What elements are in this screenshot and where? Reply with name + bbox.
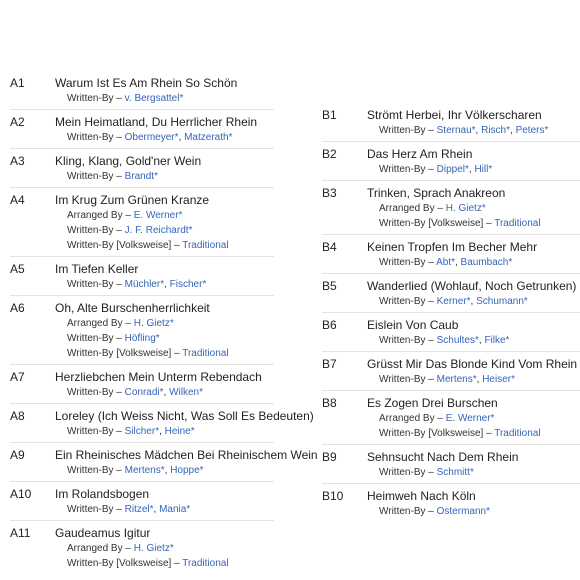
track-credit: [367, 123, 580, 138]
credit-role: Arranged By: [67, 318, 123, 329]
track-credit: [55, 316, 274, 331]
track-info: [55, 114, 274, 145]
credit-role: Written-By: [379, 467, 426, 478]
artist-link[interactable]: Mertens*: [436, 374, 477, 385]
artist-link[interactable]: J. F. Reichardt*: [124, 225, 193, 236]
track-credit: [55, 238, 274, 253]
artist-link[interactable]: Conradi*: [124, 387, 164, 398]
track-info: [55, 369, 274, 400]
track-credit: [55, 502, 274, 517]
track-credit: [55, 223, 274, 238]
track-info: [55, 153, 274, 184]
credit-role: Written-By: [67, 387, 114, 398]
artist-separator: ,: [510, 125, 516, 136]
credit-role: Written-By: [67, 132, 114, 143]
track-credit: [367, 216, 580, 231]
track-position: A2: [10, 115, 25, 129]
track-row: [322, 180, 580, 234]
credit-role: Written-By: [379, 506, 426, 517]
track-position: A6: [10, 301, 25, 315]
credit-separator: –: [425, 257, 437, 268]
track-info: [367, 356, 580, 387]
track-credit: [55, 130, 274, 145]
track-credit: [55, 556, 274, 571]
tracklist-side-a: [10, 71, 318, 574]
track-title: Oh, Alte Burschenherrlichkeit: [55, 301, 210, 315]
track-credit: [55, 91, 274, 106]
credit-separator: –: [483, 428, 495, 439]
credit-separator: –: [483, 218, 495, 229]
track-credit: [367, 201, 580, 216]
credit-role: Written-By: [379, 335, 426, 346]
track-row: [322, 351, 580, 390]
track-row: [10, 109, 274, 148]
credit-separator: –: [122, 210, 134, 221]
artist-link[interactable]: Silcher*: [124, 426, 160, 437]
track-position: A1: [10, 76, 25, 90]
track-row: [10, 148, 274, 187]
artist-link[interactable]: Schmitt*: [436, 467, 474, 478]
track-row: [10, 364, 274, 403]
track-credit: [367, 411, 580, 426]
artist-link[interactable]: Heiser*: [482, 374, 515, 385]
credit-role: Written-By [Volksweise]: [379, 428, 484, 439]
artist-separator: ,: [476, 374, 483, 385]
artist-link[interactable]: Baumbach*: [460, 257, 513, 268]
credit-role: Written-By [Volksweise]: [67, 348, 172, 359]
track-credit: [367, 294, 580, 309]
track-info: [367, 239, 580, 270]
track-info: [367, 317, 580, 348]
track-credit: [55, 541, 274, 556]
track-row: [322, 312, 580, 351]
track-row: [322, 483, 580, 522]
track-row: [10, 71, 274, 109]
credit-separator: –: [113, 387, 125, 398]
artist-link[interactable]: Hill*: [474, 164, 493, 175]
artist-link[interactable]: Hoppe*: [170, 465, 204, 476]
track-position: B8: [322, 396, 337, 410]
track-info: [367, 107, 580, 138]
track-credit: [55, 169, 274, 184]
credit-separator: –: [113, 279, 125, 290]
credit-role: Written-By: [379, 164, 426, 175]
artist-link[interactable]: Mania*: [159, 504, 191, 515]
track-credit: [367, 333, 580, 348]
credit-role: Written-By: [379, 257, 426, 268]
track-position: A7: [10, 370, 25, 384]
credit-separator: –: [113, 426, 125, 437]
track-title: Grüsst Mir Das Blonde Kind Vom Rhein: [367, 357, 578, 371]
track-info: [55, 486, 274, 517]
track-position: B4: [322, 240, 337, 254]
artist-link[interactable]: Sternau*: [436, 125, 476, 136]
credit-role: Written-By [Volksweise]: [379, 218, 484, 229]
track-title: Im Tiefen Keller: [55, 262, 139, 276]
track-row: [322, 141, 580, 180]
track-title: Das Herz Am Rhein: [367, 147, 473, 161]
artist-link[interactable]: Dippel*: [436, 164, 469, 175]
artist-link[interactable]: Kerner*: [436, 296, 471, 307]
artist-link[interactable]: Matzerath*: [184, 132, 233, 143]
track-title: Strömt Herbei, Ihr Völkerscharen: [367, 108, 542, 122]
credit-role: Written-By: [67, 504, 114, 515]
artist-separator: ,: [164, 465, 171, 476]
artist-link[interactable]: E. Werner*: [133, 210, 183, 221]
credit-separator: –: [113, 225, 125, 236]
track-title: Gaudeamus Igitur: [55, 526, 151, 540]
track-title: Warum Ist Es Am Rhein So Schön: [55, 76, 238, 90]
track-position: B1: [322, 108, 337, 122]
track-row: [10, 403, 314, 442]
track-title: Wanderlied (Wohlauf, Noch Getrunken): [367, 279, 577, 293]
track-position: A11: [10, 526, 31, 540]
credit-separator: –: [425, 296, 437, 307]
track-title: Herzliebchen Mein Unterm Rebendach: [55, 370, 262, 384]
track-title: Im Krug Zum Grünen Kranze: [55, 193, 210, 207]
track-info: [55, 300, 274, 361]
track-credit: [367, 162, 580, 177]
credit-separator: –: [122, 543, 134, 554]
track-info: [55, 192, 274, 253]
credit-role: Written-By: [379, 374, 426, 385]
track-title: Loreley (Ich Weiss Nicht, Was Soll Es Bedeuten): [55, 409, 314, 423]
artist-link[interactable]: Traditional: [494, 428, 541, 439]
artist-link[interactable]: Heine*: [164, 426, 195, 437]
track-title: Mein Heimatland, Du Herrlicher Rhein: [55, 115, 258, 129]
track-row: [10, 520, 274, 574]
track-info: [367, 278, 580, 309]
artist-link[interactable]: Wilken*: [169, 387, 204, 398]
track-row: [10, 295, 274, 364]
credit-role: Arranged By: [379, 203, 435, 214]
track-credit: [367, 372, 580, 387]
artist-link[interactable]: Mertens*: [124, 465, 165, 476]
credit-separator: –: [113, 132, 125, 143]
track-position: B9: [322, 450, 337, 464]
credit-role: Written-By [Volksweise]: [67, 240, 172, 251]
artist-link[interactable]: E. Werner*: [445, 413, 495, 424]
artist-link[interactable]: H. Gietz*: [445, 203, 486, 214]
artist-link[interactable]: Ritzel*: [124, 504, 154, 515]
track-credit: [55, 346, 274, 361]
artist-link[interactable]: Peters*: [515, 125, 549, 136]
track-position: A10: [10, 487, 32, 501]
artist-link[interactable]: Brandt*: [124, 171, 158, 182]
track-info: [367, 449, 580, 480]
artist-separator: ,: [163, 387, 170, 398]
credit-separator: –: [171, 348, 183, 359]
artist-link[interactable]: Müchler*: [124, 279, 165, 290]
track-row: [322, 273, 580, 312]
artist-separator: ,: [178, 132, 185, 143]
artist-separator: ,: [159, 426, 165, 437]
track-position: A8: [10, 409, 25, 423]
artist-link[interactable]: Schumann*: [476, 296, 528, 307]
track-credit: [367, 465, 580, 480]
track-credit: [367, 255, 580, 270]
track-position: A4: [10, 193, 25, 207]
track-info: [55, 408, 314, 439]
credit-role: Written-By: [67, 171, 114, 182]
track-title: Es Zogen Drei Burschen: [367, 396, 498, 410]
track-row: [322, 103, 580, 141]
credit-separator: –: [425, 335, 437, 346]
artist-link[interactable]: Höfling*: [124, 333, 160, 344]
track-info: [55, 75, 274, 106]
track-credit: [55, 424, 274, 439]
tracklist-side-b: [322, 103, 580, 522]
track-info: [367, 146, 580, 177]
track-title: Keinen Tropfen Im Becher Mehr: [367, 240, 538, 254]
track-title: Heimweh Nach Köln: [367, 489, 476, 503]
credit-role: Written-By: [67, 465, 114, 476]
track-row: [322, 390, 580, 444]
artist-link[interactable]: Traditional: [182, 348, 229, 359]
credit-role: Written-By [Volksweise]: [67, 558, 172, 569]
track-position: A3: [10, 154, 25, 168]
artist-link[interactable]: Traditional: [182, 558, 229, 569]
track-position: A9: [10, 448, 25, 462]
artist-separator: ,: [164, 279, 170, 290]
track-title: Ein Rheinisches Mädchen Bei Rheinischem Wein: [55, 448, 318, 462]
track-position: B5: [322, 279, 337, 293]
credit-separator: –: [122, 318, 134, 329]
track-credit: [55, 208, 274, 223]
credit-separator: –: [171, 240, 183, 251]
artist-separator: ,: [478, 335, 485, 346]
track-position: B2: [322, 147, 337, 161]
credit-role: Arranged By: [67, 210, 123, 221]
track-position: A5: [10, 262, 25, 276]
artist-link[interactable]: Filke*: [484, 335, 510, 346]
track-row: [10, 442, 318, 481]
credit-role: Arranged By: [67, 543, 123, 554]
track-info: [367, 395, 580, 441]
credit-separator: –: [171, 558, 183, 569]
track-row: [322, 234, 580, 273]
track-info: [55, 525, 274, 571]
artist-link[interactable]: Traditional: [494, 218, 541, 229]
artist-link[interactable]: Abt*: [436, 257, 455, 268]
artist-separator: ,: [475, 125, 482, 136]
track-title: Kling, Klang, Gold'ner Wein: [55, 154, 202, 168]
credit-separator: –: [113, 465, 125, 476]
track-info: [367, 185, 580, 231]
credit-separator: –: [113, 504, 125, 515]
track-credit: [55, 463, 274, 478]
credit-role: Written-By: [379, 125, 426, 136]
track-row: [322, 444, 580, 483]
credit-separator: –: [434, 413, 446, 424]
track-title: Trinken, Sprach Anakreon: [367, 186, 506, 200]
artist-separator: ,: [454, 257, 461, 268]
track-row: [10, 187, 274, 256]
artist-link[interactable]: Fischer*: [169, 279, 207, 290]
artist-link[interactable]: H. Gietz*: [133, 318, 174, 329]
credit-separator: –: [425, 164, 437, 175]
credit-separator: –: [425, 467, 437, 478]
credit-separator: –: [434, 203, 446, 214]
track-credit: [55, 385, 274, 400]
credit-role: Written-By: [67, 279, 114, 290]
credit-separator: –: [113, 93, 125, 104]
artist-link[interactable]: H. Gietz*: [133, 543, 174, 554]
credit-separator: –: [425, 125, 437, 136]
artist-link[interactable]: Ostermann*: [436, 506, 490, 517]
track-position: B3: [322, 186, 337, 200]
track-position: B6: [322, 318, 337, 332]
artist-link[interactable]: Traditional: [182, 240, 229, 251]
credit-role: Written-By: [67, 333, 114, 344]
track-credit: [55, 277, 274, 292]
track-row: [10, 256, 274, 295]
artist-separator: ,: [468, 164, 475, 175]
track-credit: [367, 504, 580, 519]
credit-role: Arranged By: [379, 413, 435, 424]
credit-role: Written-By: [67, 426, 114, 437]
track-info: [55, 261, 274, 292]
artist-link[interactable]: Obermeyer*: [124, 132, 179, 143]
track-info: [367, 488, 580, 519]
artist-separator: ,: [470, 296, 477, 307]
track-position: B10: [322, 489, 344, 503]
credit-role: Written-By: [379, 296, 426, 307]
credit-separator: –: [425, 506, 437, 517]
track-title: Im Rolandsbogen: [55, 487, 150, 501]
credit-separator: –: [113, 171, 125, 182]
track-position: B7: [322, 357, 337, 371]
track-row: [10, 481, 274, 520]
artist-link[interactable]: v. Bergsattel*: [124, 93, 184, 104]
track-title: Sehnsucht Nach Dem Rhein: [367, 450, 519, 464]
artist-separator: ,: [153, 504, 160, 515]
credit-role: Written-By: [67, 225, 114, 236]
track-info: [55, 447, 318, 478]
artist-link[interactable]: Risch*: [481, 125, 511, 136]
credit-separator: –: [113, 333, 125, 344]
credit-separator: –: [425, 374, 437, 385]
credit-role: Written-By: [67, 93, 114, 104]
artist-link[interactable]: Schultes*: [436, 335, 479, 346]
track-credit: [55, 331, 274, 346]
track-credit: [367, 426, 580, 441]
track-title: Eislein Von Caub: [367, 318, 459, 332]
